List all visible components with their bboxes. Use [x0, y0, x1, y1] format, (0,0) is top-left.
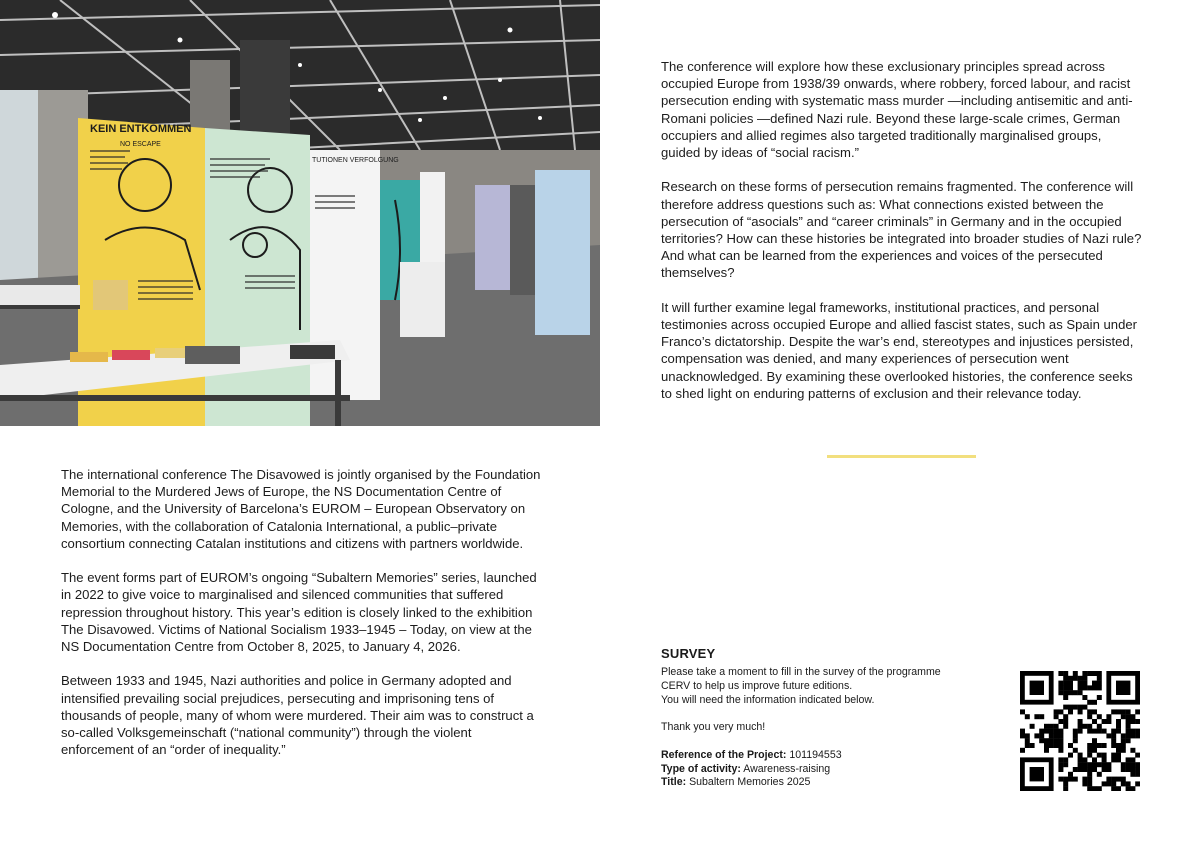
- conference-text: [661, 58, 1143, 402]
- survey-qr-code[interactable]: [1020, 671, 1140, 791]
- reference-row: [661, 749, 981, 763]
- yellow-divider: [827, 455, 976, 458]
- title-label: Title:: [661, 776, 687, 789]
- panel-title: KEIN ENTKOMMEN: [90, 123, 192, 135]
- survey-section: [661, 646, 981, 790]
- title-row: [661, 776, 981, 790]
- survey-heading: SURVEY: [661, 646, 716, 661]
- survey-thanks: Thank you very much!: [661, 721, 766, 734]
- reference-value: 101194553: [789, 748, 842, 761]
- activity-value: Awareness-raising: [743, 762, 831, 775]
- conference-paragraph-2: Research on these forms of persecution remains fragmented. The conference will therefore address questions such as: What connections existed between the persecution of “asocials” and “career criminals” in Germany and in the occupied territories? How can these histories be integrated into broader studies of Nazi rule? And what can be learned from the experiences and voices of the persecuted themselves?: [661, 179, 1142, 281]
- intro-paragraph-1: The international conference The Disavowed is jointly organised by the Foundation Memorial to the Murdered Jews of Europe, the NS Documentation Centre of Cologne, and the University of Barcelona’s EUROM – European Observatory on Memories, with the collaboration of Catalonia International, a public–private consortium connecting Catalan institutions and citizens with partners worldwide.: [61, 467, 541, 551]
- panel-subtitle: NO ESCAPE: [120, 141, 161, 148]
- reference-label: Reference of the Project:: [661, 748, 787, 761]
- conference-paragraph-1: The conference will explore how these exclusionary principles spread across occupied Europe from 1938/39 onwards, where robbery, forced labour, and racist persecution ending with systematic mass murder —including antisemitic and anti-Romani policies —defined Nazi rule. Beyond these large-scale crimes, German occupiers and allied regimes also targeted traditionally marginalised groups, guided by ideas of “social racism.”: [661, 59, 1133, 161]
- intro-text: [61, 466, 543, 758]
- activity-label: Type of activity:: [661, 762, 741, 775]
- intro-paragraph-3: Between 1933 and 1945, Nazi authorities and police in Germany adopted and intensified prevailing social prejudices, persecuting and imprisoning tens of thousands of people, many of whom were murdered. Their aim was to construct a so-called Volksgemeinschaft (“national community”) through the violent enforcement of an “order of inequality.”: [61, 673, 534, 758]
- activity-row: [661, 763, 981, 777]
- survey-intro-line-1: Please take a moment to fill in the survey of the programme: [661, 666, 941, 678]
- panel2-title: TUTIONEN VERFOLGUNG: [312, 157, 399, 164]
- survey-intro-line-3: You will need the information indicated below.: [661, 693, 875, 706]
- title-value: Subaltern Memories 2025: [689, 776, 811, 789]
- survey-intro-line-2: CERV to help us improve future editions.: [661, 679, 853, 692]
- intro-paragraph-2: The event forms part of EUROM’s ongoing “Subaltern Memories” series, launched in 2022 to give voice to marginalised and silenced communities that suffered repression throughout history. This year’s edition is closely linked to the exhibition The Disavowed. Victims of National Socialism 1933–1945 – Today, on view at the NS Documentation Centre from October 8, 2025, to January 4, 2026.: [61, 570, 537, 655]
- conference-paragraph-3: It will further examine legal frameworks, institutional practices, and personal testimonies across occupied Europe and allied fascist states, such as Spain under Franco’s dictatorship. Despite the war’s end, stereotypes and injustices persisted, compensation was denied, and many experiences of persecution went unacknowledged. By examining these overlooked histories, the conference seeks to shed light on enduring patterns of exclusion and their relevance today.: [661, 299, 1138, 401]
- exhibition-photo: [0, 0, 600, 426]
